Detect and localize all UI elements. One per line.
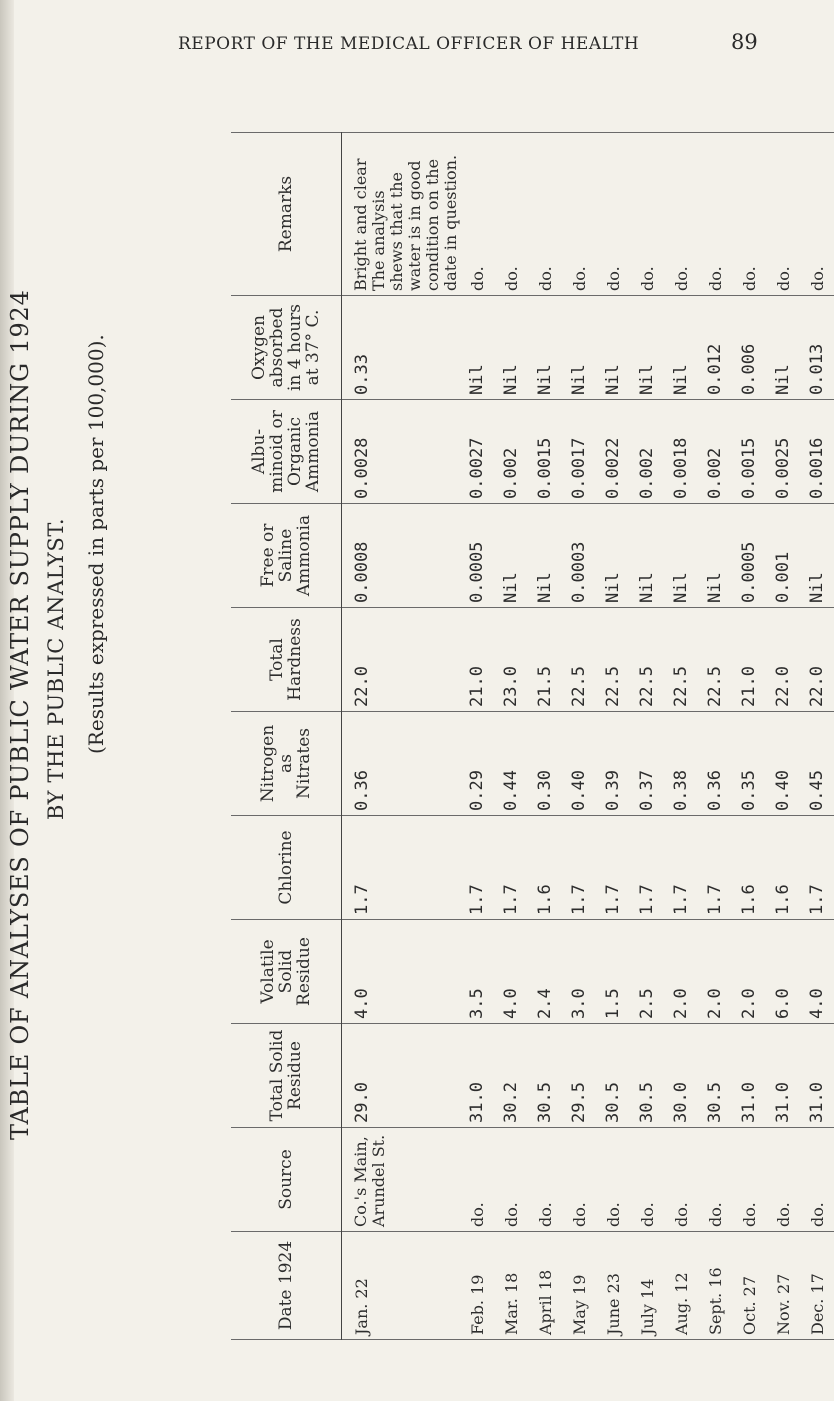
hardness-cell: 22.0 — [766, 608, 800, 712]
albuminoid-ammonia-cell: 0.0015 — [528, 400, 562, 504]
remarks-cell: do. — [562, 133, 596, 296]
table-row — [664, 133, 698, 1340]
oxygen-absorbed-cell: Nil — [596, 296, 630, 400]
remarks-cell: do. — [528, 133, 562, 296]
volatile-solid-cell: 2.0 — [698, 920, 732, 1024]
nitrates-cell: 0.29 — [460, 712, 494, 816]
column-header: Remarks — [231, 133, 342, 296]
chlorine-cell: 1.6 — [528, 816, 562, 920]
volatile-solid-cell: 3.0 — [562, 920, 596, 1024]
remarks-cell: do. — [732, 133, 766, 296]
remarks-cell: do. — [630, 133, 664, 296]
nitrates-cell: 0.39 — [596, 712, 630, 816]
chlorine-cell: 1.6 — [766, 816, 800, 920]
table-row — [800, 133, 834, 1340]
total-solid-cell: 30.0 — [664, 1024, 698, 1128]
albuminoid-ammonia-cell: 0.0028 — [342, 400, 461, 504]
albuminoid-ammonia-cell: 0.0018 — [664, 400, 698, 504]
hardness-cell: 21.0 — [732, 608, 766, 712]
volatile-solid-cell: 2.0 — [664, 920, 698, 1024]
total-solid-cell: 31.0 — [800, 1024, 834, 1128]
nitrates-cell: 0.36 — [342, 712, 461, 816]
albuminoid-ammonia-cell: 0.0017 — [562, 400, 596, 504]
hardness-cell: 22.5 — [596, 608, 630, 712]
free-ammonia-cell: Nil — [630, 504, 664, 608]
column-header: Total Solid Residue — [231, 1024, 342, 1128]
oxygen-absorbed-cell: 0.013 — [800, 296, 834, 400]
albuminoid-ammonia-cell: 0.002 — [630, 400, 664, 504]
date-cell: Nov. 27 — [766, 1232, 800, 1340]
volatile-solid-cell: 4.0 — [800, 920, 834, 1024]
chlorine-cell: 1.7 — [342, 816, 461, 920]
date-cell: Aug. 12 — [664, 1232, 698, 1340]
source-cell: do. — [630, 1128, 664, 1232]
total-solid-cell: 29.0 — [342, 1024, 461, 1128]
date-cell: Sept. 16 — [698, 1232, 732, 1340]
oxygen-absorbed-cell: Nil — [528, 296, 562, 400]
column-header: Volatile Solid Residue — [231, 920, 342, 1024]
nitrates-cell: 0.38 — [664, 712, 698, 816]
source-cell: do. — [664, 1128, 698, 1232]
oxygen-absorbed-cell: Nil — [494, 296, 528, 400]
column-header: Albu-minoid or Organic Ammonia — [231, 400, 342, 504]
chlorine-cell: 1.7 — [596, 816, 630, 920]
date-cell: Feb. 19 — [460, 1232, 494, 1340]
volatile-solid-cell: 4.0 — [342, 920, 461, 1024]
chlorine-cell: 1.7 — [698, 816, 732, 920]
nitrates-cell: 0.40 — [562, 712, 596, 816]
table-row — [766, 133, 800, 1340]
total-solid-cell: 30.5 — [528, 1024, 562, 1128]
hardness-cell: 22.5 — [562, 608, 596, 712]
volatile-solid-cell: 3.5 — [460, 920, 494, 1024]
chlorine-cell: 1.7 — [494, 816, 528, 920]
water-analysis-table — [231, 132, 834, 1340]
nitrates-cell: 0.44 — [494, 712, 528, 816]
table-row — [494, 133, 528, 1340]
chlorine-cell: 1.7 — [460, 816, 494, 920]
nitrates-cell: 0.40 — [766, 712, 800, 816]
nitrates-cell: 0.35 — [732, 712, 766, 816]
nitrates-cell: 0.37 — [630, 712, 664, 816]
oxygen-absorbed-cell: Nil — [664, 296, 698, 400]
chlorine-cell: 1.7 — [630, 816, 664, 920]
date-cell: Jan. 22 — [342, 1232, 461, 1340]
albuminoid-ammonia-cell: 0.0022 — [596, 400, 630, 504]
free-ammonia-cell: 0.0005 — [732, 504, 766, 608]
date-cell: Oct. 27 — [732, 1232, 766, 1340]
hardness-cell: 22.5 — [664, 608, 698, 712]
remarks-cell: do. — [766, 133, 800, 296]
table-row — [342, 133, 461, 1340]
free-ammonia-cell: Nil — [494, 504, 528, 608]
volatile-solid-cell: 4.0 — [494, 920, 528, 1024]
remarks-cell: do. — [494, 133, 528, 296]
albuminoid-ammonia-cell: 0.0025 — [766, 400, 800, 504]
chlorine-cell: 1.6 — [732, 816, 766, 920]
date-cell: July 14 — [630, 1232, 664, 1340]
table-subtitle: BY THE PUBLIC ANALYST. — [44, 517, 68, 820]
nitrates-cell: 0.45 — [800, 712, 834, 816]
total-solid-cell: 30.5 — [596, 1024, 630, 1128]
header-row — [231, 133, 342, 1340]
remarks-cell: do. — [460, 133, 494, 296]
date-cell: Dec. 17 — [800, 1232, 834, 1340]
oxygen-absorbed-cell: Nil — [766, 296, 800, 400]
oxygen-absorbed-cell: 0.006 — [732, 296, 766, 400]
table-row — [562, 133, 596, 1340]
remarks-cell: do. — [698, 133, 732, 296]
column-header: Total Hardness — [231, 608, 342, 712]
hardness-cell: 22.0 — [800, 608, 834, 712]
rotated-table-container — [231, 133, 827, 1340]
free-ammonia-cell: Nil — [698, 504, 732, 608]
date-cell: May 19 — [562, 1232, 596, 1340]
volatile-solid-cell: 6.0 — [766, 920, 800, 1024]
table-row — [732, 133, 766, 1340]
oxygen-absorbed-cell: Nil — [630, 296, 664, 400]
source-cell: do. — [596, 1128, 630, 1232]
page-number: 89 — [731, 30, 758, 54]
hardness-cell: 22.5 — [630, 608, 664, 712]
remarks-cell: do. — [800, 133, 834, 296]
total-solid-cell: 30.5 — [630, 1024, 664, 1128]
free-ammonia-cell: Nil — [596, 504, 630, 608]
table-row — [596, 133, 630, 1340]
source-cell: Co.'s Main, Arundel St. — [342, 1128, 461, 1232]
remarks-cell: Bright and clear The analysis shews that the water is in good condition on the date in question. — [342, 133, 461, 296]
hardness-cell: 23.0 — [494, 608, 528, 712]
column-header: Free or Saline Ammonia — [231, 504, 342, 608]
nitrates-cell: 0.36 — [698, 712, 732, 816]
hardness-cell: 22.0 — [342, 608, 461, 712]
volatile-solid-cell: 2.0 — [732, 920, 766, 1024]
remarks-cell: do. — [596, 133, 630, 296]
total-solid-cell: 30.5 — [698, 1024, 732, 1128]
total-solid-cell: 31.0 — [460, 1024, 494, 1128]
free-ammonia-cell: Nil — [528, 504, 562, 608]
volatile-solid-cell: 2.5 — [630, 920, 664, 1024]
table-title: TABLE OF ANALYSES OF PUBLIC WATER SUPPLY DURING 1924 — [6, 289, 34, 1140]
albuminoid-ammonia-cell: 0.0016 — [800, 400, 834, 504]
oxygen-absorbed-cell: 0.33 — [342, 296, 461, 400]
albuminoid-ammonia-cell: 0.0027 — [460, 400, 494, 504]
remarks-cell: do. — [664, 133, 698, 296]
date-cell: April 18 — [528, 1232, 562, 1340]
table-row — [698, 133, 732, 1340]
free-ammonia-cell: 0.0003 — [562, 504, 596, 608]
hardness-cell: 21.0 — [460, 608, 494, 712]
chlorine-cell: 1.7 — [800, 816, 834, 920]
hardness-cell: 21.5 — [528, 608, 562, 712]
free-ammonia-cell: Nil — [664, 504, 698, 608]
source-cell: do. — [460, 1128, 494, 1232]
column-header: Date 1924 — [231, 1232, 342, 1340]
free-ammonia-cell: 0.0005 — [460, 504, 494, 608]
column-header: Nitrogen as Nitrates — [231, 712, 342, 816]
source-cell: do. — [698, 1128, 732, 1232]
chlorine-cell: 1.7 — [664, 816, 698, 920]
chlorine-cell: 1.7 — [562, 816, 596, 920]
free-ammonia-cell: Nil — [800, 504, 834, 608]
volatile-solid-cell: 1.5 — [596, 920, 630, 1024]
source-cell: do. — [528, 1128, 562, 1232]
total-solid-cell: 31.0 — [732, 1024, 766, 1128]
source-cell: do. — [494, 1128, 528, 1232]
hardness-cell: 22.5 — [698, 608, 732, 712]
nitrates-cell: 0.30 — [528, 712, 562, 816]
column-header: Source — [231, 1128, 342, 1232]
page-header — [0, 0, 800, 70]
column-header: Oxygen absorbed in 4 hours at 37° C. — [231, 296, 342, 400]
total-solid-cell: 31.0 — [766, 1024, 800, 1128]
albuminoid-ammonia-cell: 0.002 — [494, 400, 528, 504]
units-note: (Results expressed in parts per 100,000). — [84, 334, 108, 754]
table-row — [460, 133, 494, 1340]
oxygen-absorbed-cell: Nil — [460, 296, 494, 400]
oxygen-absorbed-cell: 0.012 — [698, 296, 732, 400]
free-ammonia-cell: 0.001 — [766, 504, 800, 608]
column-header: Chlorine — [231, 816, 342, 920]
table-row — [630, 133, 664, 1340]
total-solid-cell: 30.2 — [494, 1024, 528, 1128]
date-cell: Mar. 18 — [494, 1232, 528, 1340]
albuminoid-ammonia-cell: 0.0015 — [732, 400, 766, 504]
total-solid-cell: 29.5 — [562, 1024, 596, 1128]
source-cell: do. — [766, 1128, 800, 1232]
source-cell: do. — [562, 1128, 596, 1232]
oxygen-absorbed-cell: Nil — [562, 296, 596, 400]
source-cell: do. — [732, 1128, 766, 1232]
date-cell: June 23 — [596, 1232, 630, 1340]
table-row — [528, 133, 562, 1340]
running-title: REPORT OF THE MEDICAL OFFICER OF HEALTH — [178, 34, 640, 54]
volatile-solid-cell: 2.4 — [528, 920, 562, 1024]
source-cell: do. — [800, 1128, 834, 1232]
free-ammonia-cell: 0.0008 — [342, 504, 461, 608]
albuminoid-ammonia-cell: 0.002 — [698, 400, 732, 504]
